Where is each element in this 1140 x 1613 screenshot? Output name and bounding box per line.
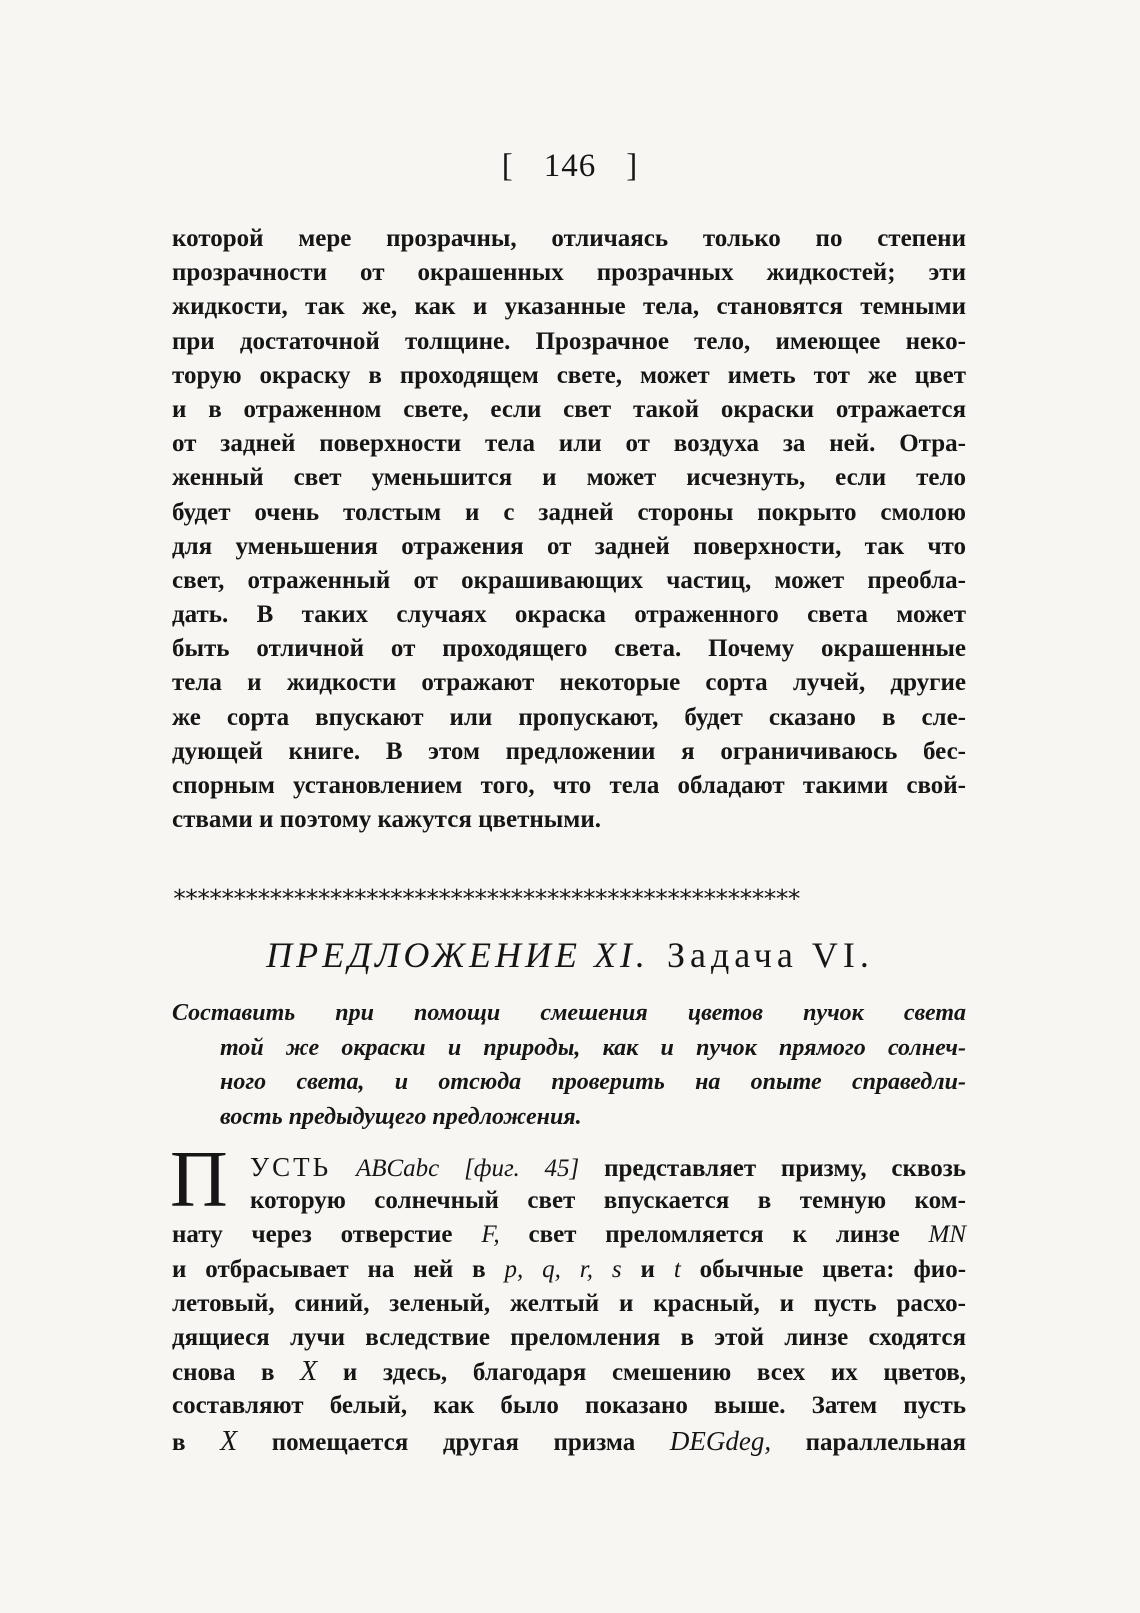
text-line: быть отличной от проходящего света. Почему окрашенные: [172, 635, 966, 663]
text-line: торую окраску в проходящем свете, может иметь тот же цвет: [172, 361, 966, 389]
text-line: [250, 1150, 966, 1184]
text-line: дать. В таких случаях окраска отраженного света может: [172, 601, 966, 629]
text-line: [172, 1424, 966, 1458]
drop-cap: П: [170, 1136, 228, 1224]
figure-reference: ABCabc [фиг. 45]: [355, 1155, 580, 1182]
text-line: будет очень толстым и с задней стороны покрыто смолою: [172, 498, 966, 526]
text-span: и отбрасывает на ней в: [172, 1255, 486, 1283]
text-line: [172, 1355, 966, 1389]
symbol-r: r,: [579, 1255, 594, 1283]
text-span: параллельная: [805, 1428, 967, 1456]
text-line: дящиеся лучи вследствие преломления в этой линзе сходятся: [172, 1323, 966, 1351]
page-number-value: 146: [543, 148, 597, 184]
text-span: и здесь, благодаря смешению всех их цветов,: [342, 1359, 966, 1387]
text-line: спорным установлением того, что тела обладают такими свой-: [172, 772, 966, 799]
problem-statement: [172, 996, 966, 1134]
symbol-MN: MN: [928, 1221, 967, 1249]
problem-number: Задача VI.: [666, 935, 874, 975]
symbol-F: F,: [481, 1221, 500, 1249]
text-line: и в отраженном свете, если свет такой окраски отражается: [172, 395, 966, 423]
text-line: свет, отраженный от окрашивающих частиц, может преобла-: [172, 566, 966, 594]
problem-line: вость предыдущего предложения.: [220, 1103, 582, 1130]
problem-line: ного света, и отсюда проверить на опыте справедли-: [220, 1069, 966, 1095]
section-heading: [0, 932, 1140, 978]
text-line: [172, 1218, 966, 1252]
symbol-X: X: [300, 1356, 318, 1388]
text-span: обычные цвета: фио-: [699, 1255, 967, 1283]
section-separator: ****************************************************: [172, 884, 799, 913]
text-span: представляет призму, сквозь: [604, 1155, 967, 1182]
text-span: свет преломляется к линзе: [528, 1221, 900, 1249]
text-line: составляют белый, как было показано выше. Затем пусть: [172, 1392, 966, 1420]
text-line: для уменьшения отражения от задней поверхности, так что: [172, 532, 966, 560]
proposition-title: ПРЕДЛОЖЕНИЕ XI.: [266, 935, 649, 975]
text-line: [172, 1253, 966, 1287]
text-span: помещается другая призма: [271, 1428, 636, 1456]
text-line: женный свет уменьшится и может исчезнуть, если тело: [172, 464, 966, 492]
page-number-left-bracket: [: [501, 148, 514, 184]
text-line: от задней поверхности тела или от воздуха за ней. Отра-: [172, 430, 966, 458]
problem-line: Составить при помощи смешения цветов пучок света: [172, 1000, 966, 1026]
paragraph-proof: [172, 1150, 966, 1458]
text-line: дующей книге. В этом предложении я ограничиваюсь бес-: [172, 737, 966, 765]
text-line: при достаточной толщине. Прозрачное тело, имеющее неко-: [172, 327, 966, 355]
symbol-DEGdeg: DEGdeg,: [669, 1425, 772, 1456]
first-word: УСТЬ: [250, 1152, 332, 1182]
problem-line: той же окраски и природы, как и пучок прямого солнеч-: [220, 1034, 966, 1061]
symbol-t: t: [673, 1255, 681, 1283]
text-line: которую солнечный свет впускается в темную ком-: [250, 1187, 966, 1215]
text-line: которой мере прозрачны, отличаясь только по степени: [172, 225, 966, 252]
text-line: жидкости, так же, как и указанные тела, становятся темными: [172, 293, 966, 321]
paragraph-continued: [172, 222, 966, 837]
text-span: и: [640, 1255, 655, 1283]
text-line: ствами и поэтому кажутся цветными.: [172, 806, 601, 834]
text-span: нату через отверстие: [172, 1221, 453, 1249]
text-line: же сорта впускают или пропускают, будет сказано в сле-: [172, 703, 966, 731]
text-line: прозрачности от окрашенных прозрачных жидкостей; эти: [172, 259, 966, 287]
text-span: снова в: [172, 1359, 275, 1387]
text-line: летовый, синий, зеленый, желтый и красный, и пусть расхо-: [172, 1289, 966, 1317]
text-line: тела и жидкости отражают некоторые сорта лучей, другие: [172, 669, 966, 697]
symbol-s: s: [611, 1255, 622, 1283]
text-span: в: [172, 1428, 186, 1456]
page-number-right-bracket: ]: [626, 148, 639, 184]
symbol-X: X: [220, 1425, 238, 1457]
symbol-p: p,: [504, 1255, 524, 1283]
page-number: [0, 146, 1140, 186]
symbol-q: q,: [542, 1255, 561, 1283]
